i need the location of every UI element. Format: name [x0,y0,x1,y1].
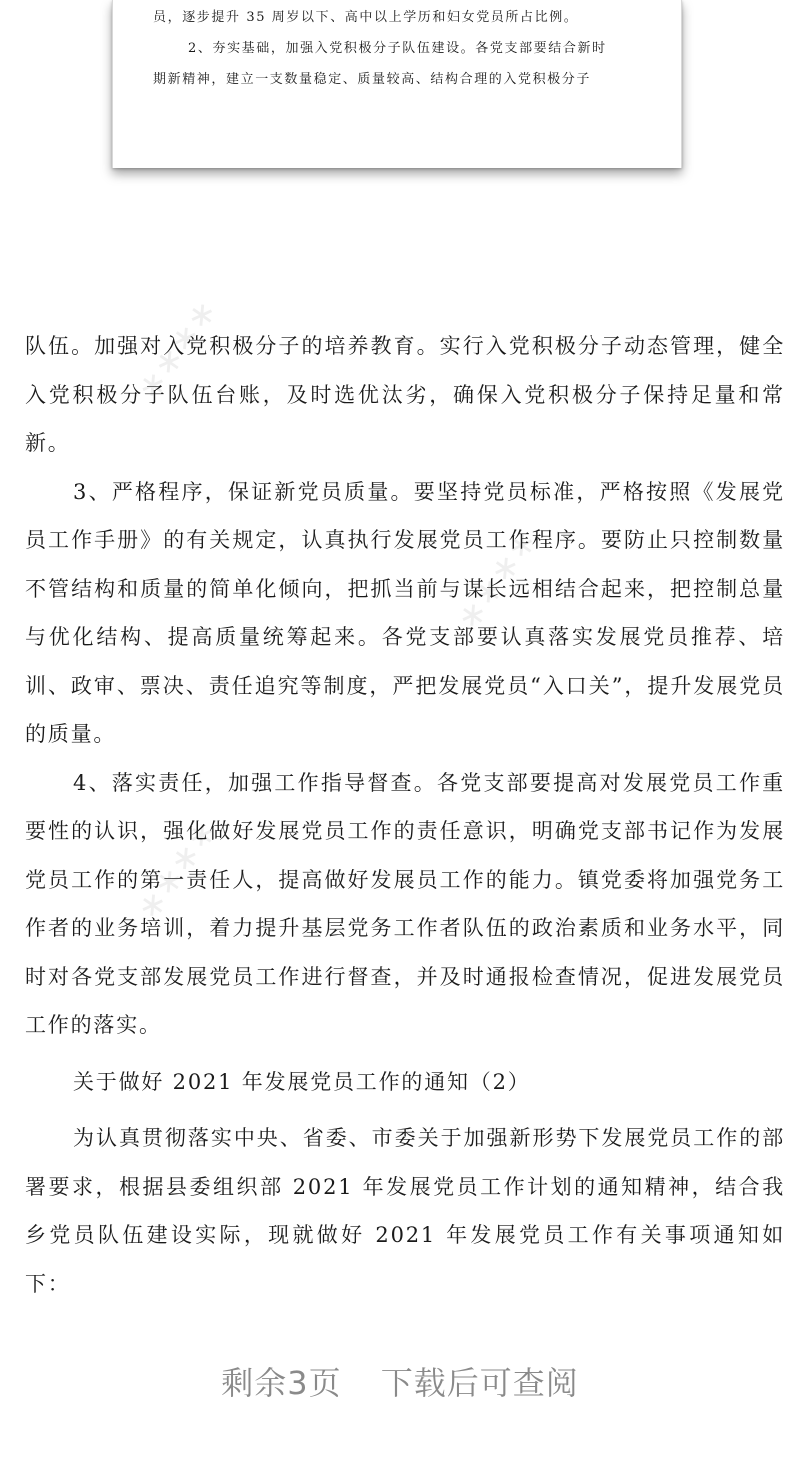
paragraph: 队伍。加强对入党积极分子的培养教育。实行入党积极分子动态管理，健全入党积极分子队伍台账，及时选优汰劣，确保入党积极分子保持足量和常新。 [25,334,785,455]
paragraph: 3、严格程序，保证新党员质量。要坚持党员标准，严格按照《发展党员工作手册》的有关规定，认真执行发展党员工作程序。要防止只控制数量不管结构和质量的简单化倾向，把抓当前与谋长远相结合起来，把控制总量与优化结构、提高质量统筹起来。各党支部要认真落实发展党员推荐、培训、政审、票决、责任追究等制度，严把发展党员“入口关”，提升发展党员的质量。 [25,479,785,746]
watermark: ∗∗∗∗ [447,521,547,639]
preview-line: 2、夯实基础，加强入党积极分子队伍建设。各党支部要结合新时 [188,41,607,56]
section-title: 关于做好 2021 年发展党员工作的通知（2） [73,1069,531,1094]
paragraph: 4、落实责任，加强工作指导督查。各党支部要提高对发展党员工作重要性的认识，强化做好发展党员工作的责任意识，明确党支部书记作为发展党员工作的第一责任人，提高做好发展员工作的能力。镇党委将加强党务工作者的业务培训，着力提升基层党务工作者队伍的政治素质和业务水平，同时对各党支部发展党员工作进行督查，并及时通报检查情况，促进发展党员工作的落实。 [25,770,785,1037]
watermark: ∗∗∗∗ [127,291,227,409]
watermark: ∗∗∗∗ [127,811,227,929]
paragraph: 为认真贯彻落实中央、省委、市委关于加强新形势下发展党员工作的部署要求，根据县委组织部 2021 年发展党员工作计划的通知精神，结合我乡党员队伍建设实际，现就做好 2021 年发展党员工作有关事项通知如下： [25,1126,785,1296]
remaining-pages-label: 剩余3页 [221,1364,342,1402]
download-prompt[interactable] [0,1358,800,1404]
preview-line: 期新精神，建立一支数量稳定、质量较高、结构合理的入党积极分子 [153,72,592,87]
document-body [25,322,785,1308]
preview-line: 员，逐步提升 35 周岁以下、高中以上学历和妇女党员所占比例。 [153,10,579,25]
preview-page-card [112,0,682,168]
download-to-view-label: 下载后可查阅 [380,1364,579,1402]
